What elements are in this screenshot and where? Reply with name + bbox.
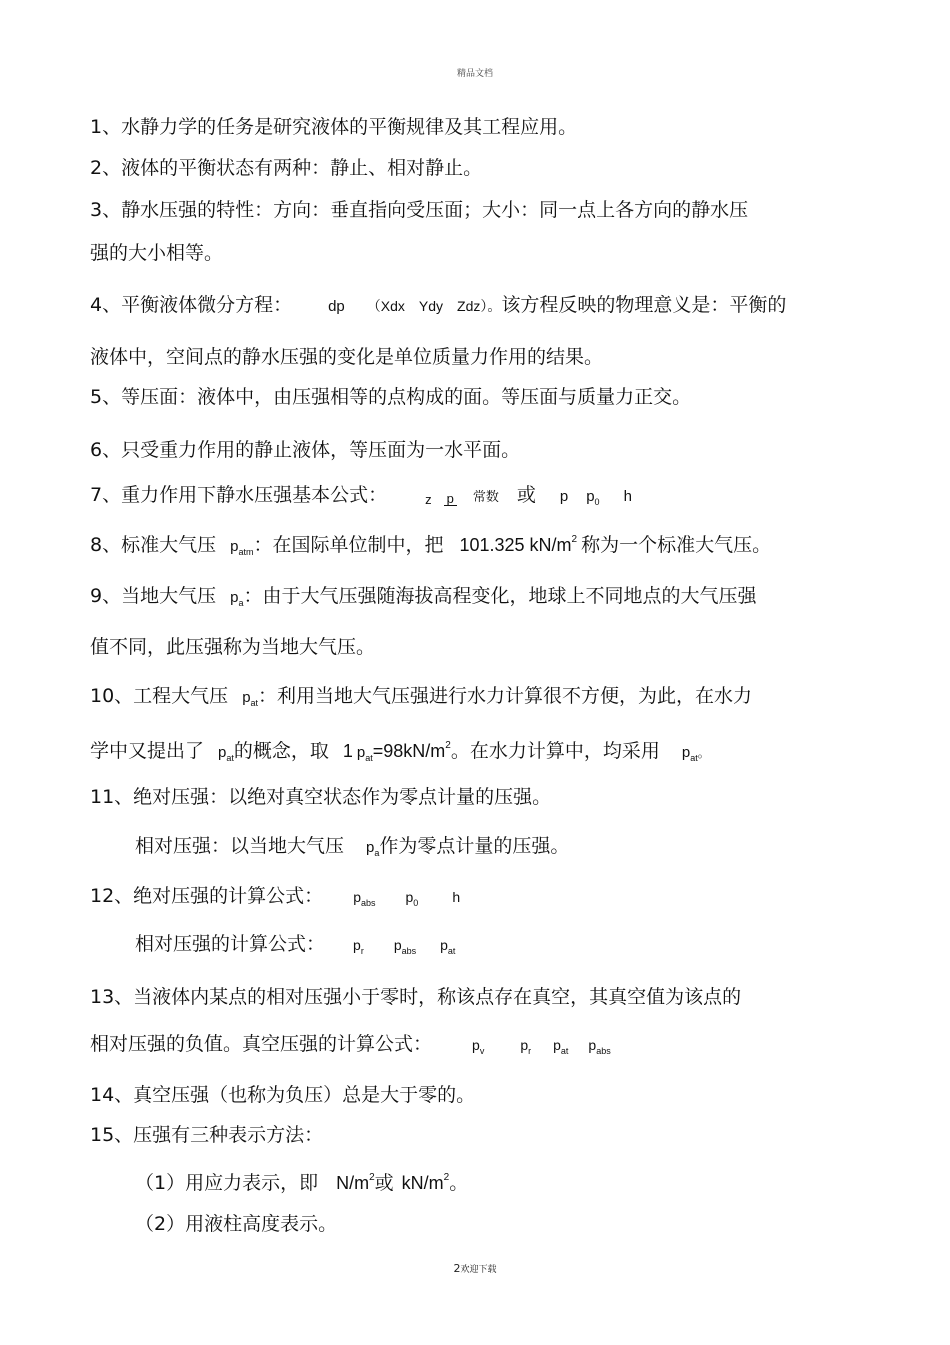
item-9: 9、当地大气压 $p_a$：由于大气压强随海拔高程变化，地球上不同地点的大气压强 — [90, 585, 757, 608]
item-1: 1、水静力学的任务是研究液体的平衡规律及其工程应用。 — [90, 116, 578, 138]
item-6: 6、只受重力作用的静止液体，等压面为一水平面。 — [90, 439, 521, 461]
item-13: 13、当液体内某点的相对压强小于零时，称该点存在真空，其真空值为该点的 — [90, 986, 742, 1008]
footer-note: 欢迎下载 — [460, 1265, 497, 1275]
page-header: 精品文档 — [456, 69, 493, 79]
item-5: 5、等压面：液体中，由压强相等的点构成的面。等压面与质量力正交。 — [90, 386, 692, 408]
item-15-2: （2）用液柱高度表示。 — [135, 1213, 338, 1235]
formula-dp: dp — [328, 298, 345, 315]
item-15: 15、压强有三种表示方法： — [90, 1124, 324, 1146]
item-2: 2、液体的平衡状态有两种：静止、相对静止。 — [90, 157, 483, 179]
item-15-1: （1）用应力表示，即 $N/m^2$或 $kN/m^2$。 — [135, 1172, 469, 1194]
page-number: 2 — [453, 1262, 461, 1275]
item-14: 14、真空压强（也称为负压）总是大于零的。 — [90, 1084, 476, 1106]
item-9-cont: 值不同，此压强称为当地大气压。 — [90, 636, 376, 658]
page-footer — [0, 1262, 950, 1275]
item-11-relative: 相对压强：以当地大气压 $p_a$作为零点计量的压强。 — [135, 835, 570, 858]
item-10-cont: 学中又提出了 $p_{at}$的概念，取 1 $p_{at}=98kN/m^2$。在水力计算中，均采用 $p_{at}$。 — [90, 740, 710, 763]
item-4: 4、平衡液体微分方程： dp （Xdx Ydy Zdz）。该方程反映的物理意义是：平衡的 — [90, 294, 787, 316]
item-8: 8、标准大气压 $p_{atm}$：在国际单位制中，把 101.325 $kN/m^2$ 称为一个标准大气压。 — [90, 534, 772, 557]
item-7: 7、重力作用下静水压强基本公式： z p 常数 或 p $p_0$ h — [90, 483, 632, 514]
item-3: 3、静水压强的特性：方向：垂直指向受压面；大小：同一点上各方向的静水压 — [90, 199, 749, 221]
item-12: 12、绝对压强的计算公式： $p_{abs}$ $p_0$ h — [90, 885, 461, 908]
item-4-cont: 液体中，空间点的静水压强的变化是单位质量力作用的结果。 — [90, 346, 604, 368]
item-12-relative: 相对压强的计算公式： $p_r$ $p_{abs}$ $p_{at}$ — [135, 933, 456, 956]
item-3-cont: 强的大小相等。 — [90, 242, 224, 264]
item-13-cont: 相对压强的负值。真空压强的计算公式： $p_v$ $p_r$ $p_{at}$ $p_{abs}$ — [90, 1033, 611, 1056]
item-10: 10、工程大气压 $p_{at}$：利用当地大气压强进行水力计算很不方便，为此，在水力 — [90, 685, 753, 708]
fraction: p — [444, 493, 457, 514]
item-11: 11、绝对压强：以绝对真空状态作为零点计量的压强。 — [90, 786, 552, 808]
